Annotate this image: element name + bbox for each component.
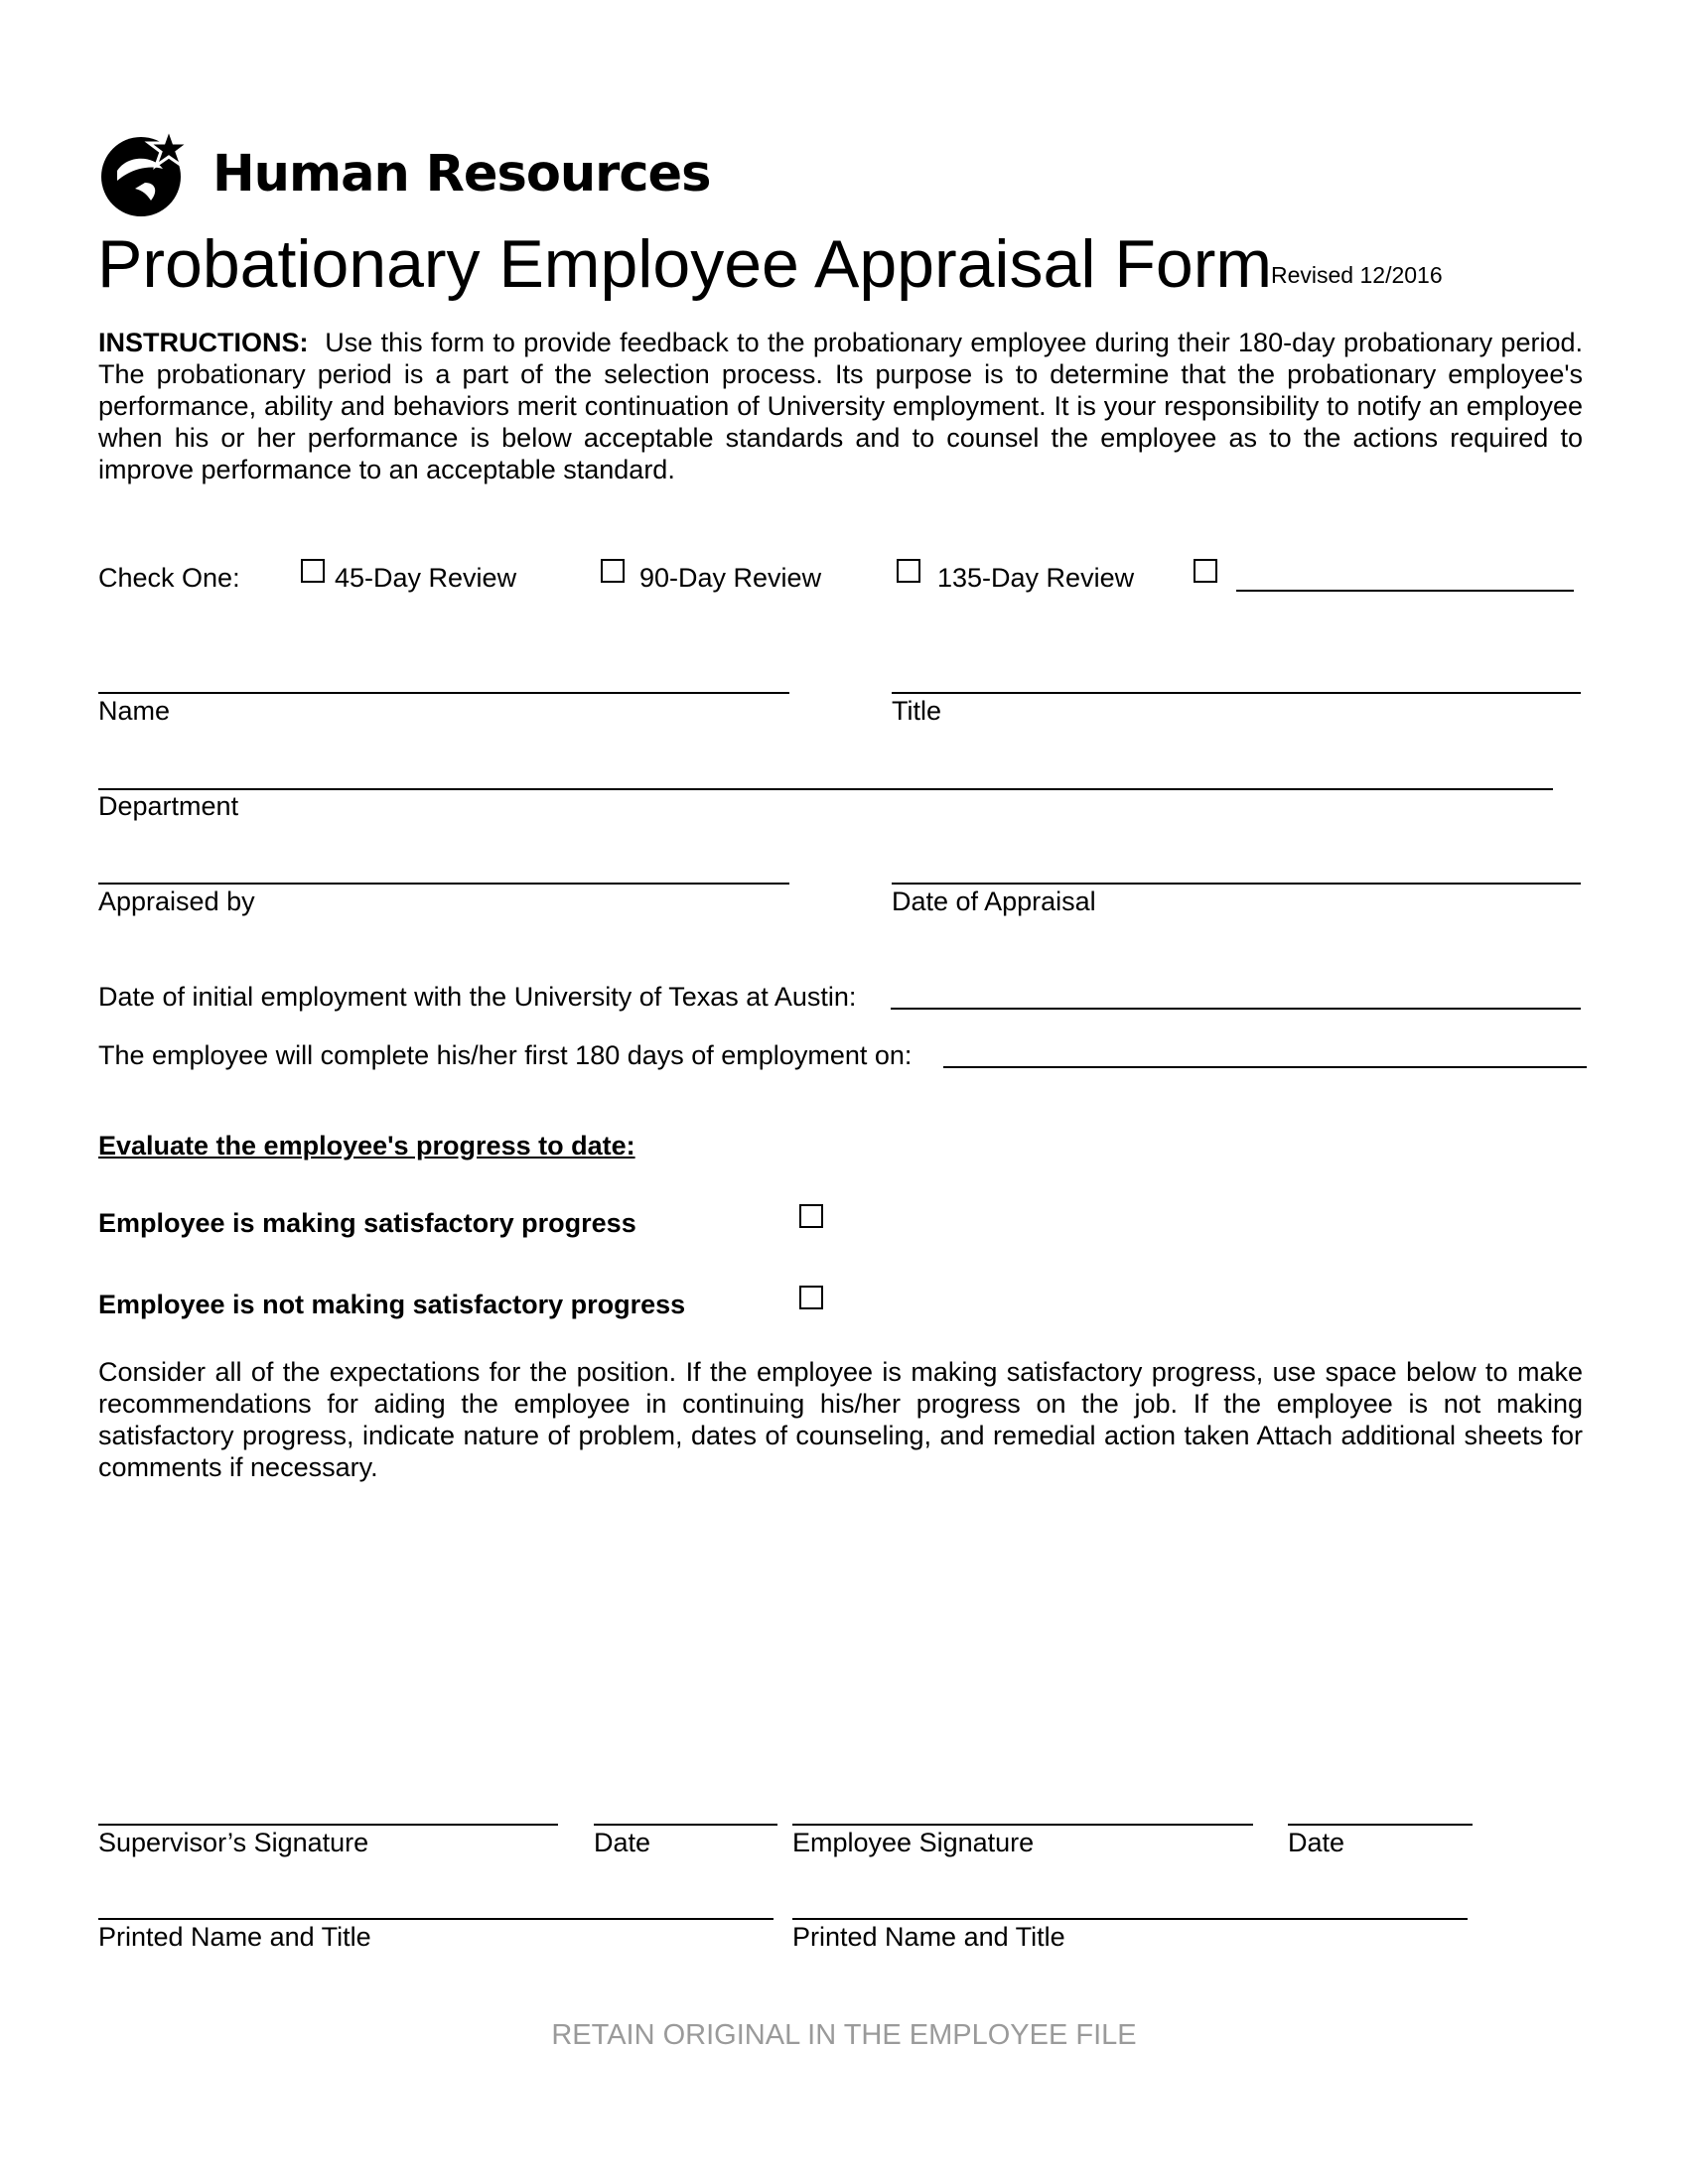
- supervisor-printed-name-line[interactable]: [98, 1918, 774, 1920]
- employee-date-line[interactable]: [1288, 1824, 1473, 1826]
- revised-note: Revised 12/2016: [1271, 262, 1443, 288]
- department-line[interactable]: [98, 788, 1553, 790]
- instructions-paragraph: [98, 327, 1583, 485]
- employee-signature-label: Employee Signature: [792, 1828, 1035, 1857]
- supervisor-signature-label: Supervisor’s Signature: [98, 1828, 369, 1857]
- supervisor-signature-line[interactable]: [98, 1824, 558, 1826]
- org-name: Human Resources: [212, 145, 711, 204]
- instructions-lead: INSTRUCTIONS:: [98, 328, 309, 357]
- checkbox-other[interactable]: [1194, 559, 1217, 583]
- option-45-day-label: 45-Day Review: [335, 563, 517, 593]
- employee-date-label: Date: [1288, 1828, 1345, 1857]
- other-review-line[interactable]: [1236, 590, 1574, 592]
- initial-employment-label: Date of initial employment with the University of Texas at Austin:: [98, 982, 857, 1012]
- consider-paragraph: Consider all of the expectations for the position. If the employee is making satisfactory progress, use space below to make recommendations for aiding the employee in continuing his/her progress on the job. If the employee is not making satisfactory progress, indicate nature of problem, dates of counseling, and remedial action taken Attach additional sheets for comments if necessary.: [98, 1357, 1583, 1482]
- employee-printed-name-line[interactable]: [792, 1918, 1468, 1920]
- option-135-day-label: 135-Day Review: [937, 563, 1135, 593]
- employee-signature-line[interactable]: [792, 1824, 1253, 1826]
- checkbox-135-day[interactable]: [897, 559, 920, 583]
- name-line[interactable]: [98, 692, 789, 694]
- retain-notice: RETAIN ORIGINAL IN THE EMPLOYEE FILE: [551, 2019, 1137, 2051]
- option-90-day-label: 90-Day Review: [639, 563, 822, 593]
- date-of-appraisal-label: Date of Appraisal: [892, 887, 1096, 916]
- supervisor-date-line[interactable]: [594, 1824, 777, 1826]
- appraised-by-line[interactable]: [98, 883, 789, 885]
- appraised-by-label: Appraised by: [98, 887, 255, 916]
- check-one-label: Check One:: [98, 563, 240, 593]
- page-title: Probationary Employee Appraisal Form: [97, 226, 1272, 302]
- title-line[interactable]: [892, 692, 1581, 694]
- satisfactory-label: Employee is making satisfactory progress: [98, 1208, 636, 1238]
- ut-star-logo-icon: [97, 125, 193, 220]
- not-satisfactory-checkbox[interactable]: [799, 1286, 823, 1309]
- date-of-appraisal-line[interactable]: [892, 883, 1581, 885]
- first-180-days-line[interactable]: [943, 1066, 1587, 1068]
- checkbox-90-day[interactable]: [601, 559, 625, 583]
- checkbox-45-day[interactable]: [301, 559, 325, 583]
- name-label: Name: [98, 696, 171, 726]
- not-satisfactory-label: Employee is not making satisfactory progress: [98, 1290, 686, 1319]
- title-label: Title: [892, 696, 942, 726]
- satisfactory-checkbox[interactable]: [799, 1204, 823, 1228]
- initial-employment-line[interactable]: [891, 1008, 1581, 1010]
- supervisor-date-label: Date: [594, 1828, 651, 1857]
- evaluate-heading: Evaluate the employee's progress to date:: [98, 1131, 635, 1160]
- first-180-days-label: The employee will complete his/her first 180 days of employment on:: [98, 1040, 913, 1070]
- comments-area[interactable]: [98, 1489, 1583, 1787]
- instructions-text: Use this form to provide feedback to the probationary employee during their 180-day probationary period. The probationary period is a part of the selection process. Its purpose is to determine that the probationary employee's performance, ability and behaviors merit continuation of University employment. It is your responsibility to notify an employee when his or her performance is below acceptable standards and to counsel the employee as to the actions required to improve performance to an acceptable standard.: [98, 328, 1583, 484]
- employee-printed-name-label: Printed Name and Title: [792, 1922, 1065, 1952]
- department-label: Department: [98, 791, 239, 821]
- supervisor-printed-name-label: Printed Name and Title: [98, 1922, 371, 1952]
